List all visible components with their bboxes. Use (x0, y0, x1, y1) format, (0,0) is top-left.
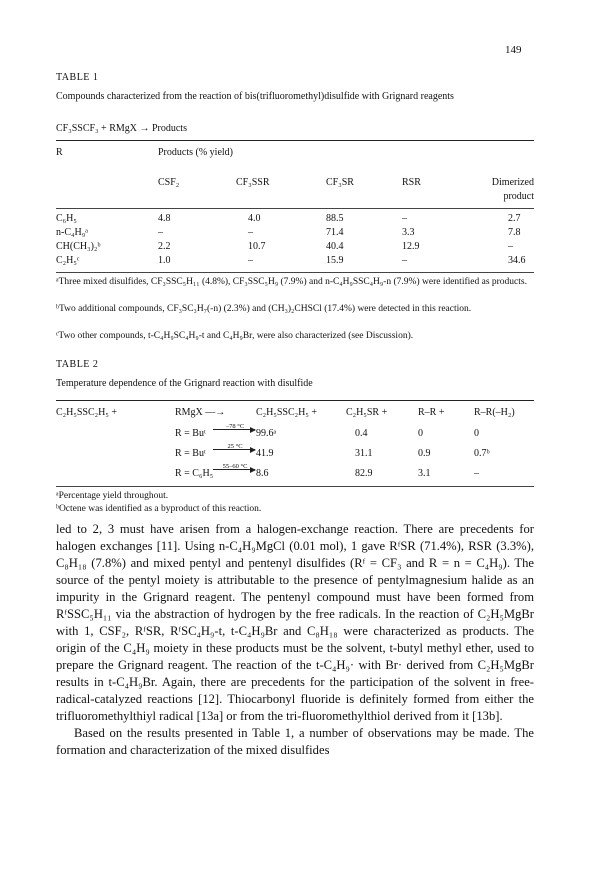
table1-cell: 4.8 (158, 213, 171, 224)
table1-top-rule (56, 140, 534, 141)
table1-cell: – (402, 255, 407, 266)
table2-label: TABLE 2 (56, 359, 99, 370)
table1-cell: 4.0 (248, 213, 261, 224)
table2-condition: 55–60 °C (222, 463, 248, 470)
table1-footnote-b: ᵇTwo additional compounds, CF₃SC₃H₇(-n) (2.3%) and (CH₃)₂CHSCl (17.4%) were detected in this reaction. (56, 304, 472, 314)
table2-cell: – (474, 468, 479, 479)
table2-cell: 8.6 (256, 468, 269, 479)
table2-cell: 41.9 (256, 448, 274, 459)
reaction-arrow-icon (213, 449, 255, 450)
table2-footnote-a: ᵃPercentage yield throughout. (56, 491, 169, 501)
page-number: 149 (505, 44, 522, 56)
table1-cell: 34.6 (508, 255, 526, 266)
table1-cell: 1.0 (158, 255, 171, 266)
table1-cell: – (248, 255, 253, 266)
body-paragraph: Based on the results presented in Table 1, a number of observations may be made. The formation and characterization of the mixed disulfides (56, 726, 534, 757)
body-paragraph: led to 2, 3 must have arisen from a halogen-exchange reaction. There are precedents for halogen exchanges [11]. Using n-C₄H₉MgCl (0.01 mol), 1 gave RᶠSR (71.4%), RSR (3.3%), C₈H₁₈ (7.8%) and mixed pentyl and pentenyl disulfides (Rᶠ = CF₃ and R = n = C₄H₉). The source of the pentyl moiety is attributable to the presence of pentylmagnesium halide as an impurity in the Grignard reagent. The pentenyl compound must have been formed from RᶠSSC₅H₁₁ via the abstraction of hydrogen by the free radicals. In the reaction of C₂H₅MgBr with 1, CSF₂, RᶠSR, RᶠSC₄H₉-t, t-C₄H₉Br and C₈H₁₈ were characterized as products. The origin of the C₄H₉ moiety in these products must be the solvent, t-butyl methyl ether, used to prepare the Grignard reagent. The reaction of the t-C₄H₉· with Br· derived from C₂H₅MgBr results in t-C₄H₉Br. Again, there are precedents for the participation of the solvent in free-radical-catalyzed reactions [12]. Thiocarbonyl fluoride is definitely formed from either the trifluoromethylthiyl radical [13a] or from the tri-fluoromethylthiol derived from it [13b]. (56, 522, 534, 723)
table2-top-rule (56, 400, 534, 401)
table2-header: C₂H₅SR + (346, 407, 388, 418)
table1-subheader: RSR (402, 177, 421, 188)
table2-header: R–R(–H₂) (474, 407, 515, 418)
table2-reagent-label: R = Buᵗ (175, 448, 206, 459)
body-text (56, 521, 534, 759)
table1-col-products: Products (% yield) (158, 147, 233, 158)
table1-cell-r: CH(CH₃)₂ᵇ (56, 241, 101, 252)
table2-reagent-label: R = Buᵗ (175, 428, 206, 439)
table1-cell: 40.4 (326, 241, 344, 252)
table1-cell: 12.9 (402, 241, 420, 252)
table2-condition: 25 °C (227, 443, 243, 450)
table2-cell: 99.6ᵃ (256, 428, 277, 439)
table1-cell-r: C₂H₅ᶜ (56, 255, 80, 266)
table2-cell: 0.9 (418, 448, 431, 459)
table1-cell: 3.3 (402, 227, 415, 238)
table1-cell: 7.8 (508, 227, 521, 238)
table1-subheader: CF₃SSR (236, 177, 270, 188)
table2-caption: Temperature dependence of the Grignard reaction with disulfide (56, 378, 313, 389)
table2-reagent (175, 423, 255, 441)
table2-reagent (175, 463, 255, 481)
table1-cell: 88.5 (326, 213, 344, 224)
table2-cell: 0.7ᵇ (474, 448, 490, 459)
table1-cell: 10.7 (248, 241, 266, 252)
table1-subheader: CF₃SR (326, 177, 354, 188)
table2-cell: 0.4 (355, 428, 368, 439)
table1-cell-r: C₆H₅ (56, 213, 77, 224)
table1-footnote-a: ᵃThree mixed disulfides, CF₃SSC₅H₁₁ (4.8%), CF₃SSC₅H₉ (7.9%) and n-C₄H₉SSC₄H₉-n (7.9%) were identified as products. (56, 277, 527, 287)
table1-cell: – (158, 227, 163, 238)
table2-cell: 0 (418, 428, 423, 439)
table1-subheader: Dimerized product (491, 177, 534, 202)
table1-label: TABLE 1 (56, 72, 99, 83)
table2-reagent (175, 443, 255, 461)
table2-footnote-b: ᵇOctene was identified as a byproduct of this reaction. (56, 504, 262, 514)
table1-subheader: CSF₂ (158, 177, 180, 188)
table2-condition: –78 °C (225, 423, 245, 430)
table2-bottom-rule (56, 486, 534, 487)
table2-header: R–R + (418, 407, 445, 418)
table2-reagent-label: R = C₆H₅ (175, 468, 214, 479)
table1-cell: 71.4 (326, 227, 344, 238)
table1-cell-r: n-C₄H₉ᵃ (56, 227, 88, 238)
reaction-arrow-icon (213, 469, 255, 470)
table1-cell: – (508, 241, 513, 252)
table2-cell: 31.1 (355, 448, 373, 459)
table1-cell: – (402, 213, 407, 224)
table2-cell: 0 (474, 428, 479, 439)
reaction-arrow-icon (213, 429, 255, 430)
table1-cell: 2.2 (158, 241, 171, 252)
table1-cell: 15.9 (326, 255, 344, 266)
table1-cell: 2.7 (508, 213, 521, 224)
table1-footnote-c: ᶜTwo other compounds, t-C₄H₉SC₄H₉-t and C₄H₉Br, were also characterized (see Discussion). (56, 331, 414, 341)
table2-header: RMgX —→ (175, 407, 226, 418)
table2-cell: 3.1 (418, 468, 431, 479)
table1-cell: – (248, 227, 253, 238)
table1-reaction: CF₃SSCF₃ + RMgX → Products (56, 123, 187, 134)
table2-header: C₂H₅SSC₂H₅ + (256, 407, 317, 418)
table2-cell: 82.9 (355, 468, 373, 479)
table1-caption: Compounds characterized from the reaction of bis(trifluoromethyl)disulfide with Grignard reagents (56, 91, 454, 102)
table2-header: C₂H₅SSC₂H₅ + (56, 407, 117, 418)
table1-header-rule (56, 208, 534, 209)
table1-bottom-rule (56, 272, 534, 273)
table1-col-r: R (56, 147, 63, 158)
